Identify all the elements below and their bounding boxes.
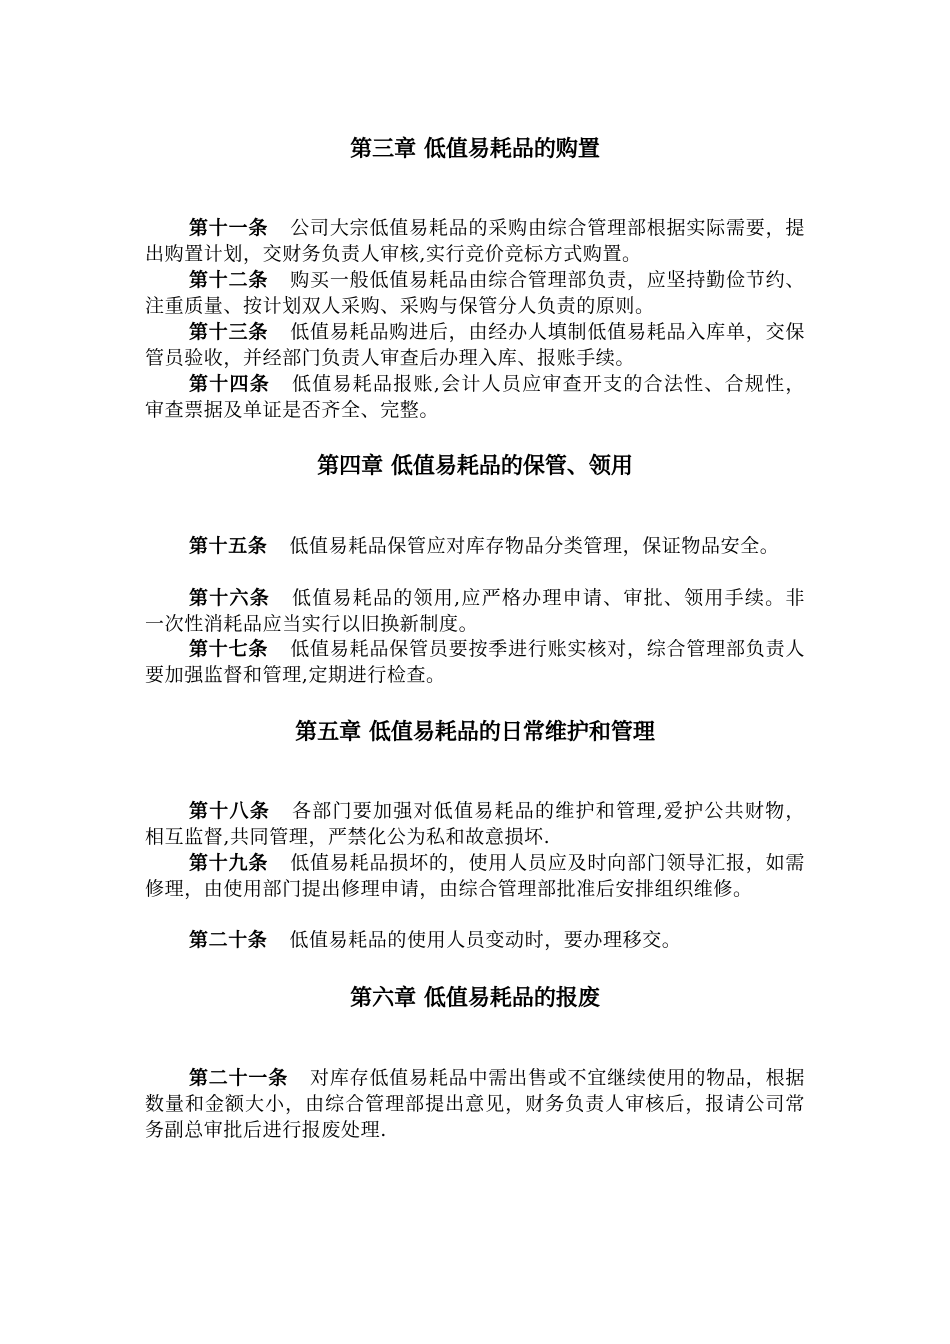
chapter-5-title: 第五章 低值易耗品的日常维护和管理 xyxy=(295,720,655,745)
article-12 xyxy=(145,267,805,319)
article-number: 第十七条 xyxy=(189,638,269,660)
article-21 xyxy=(145,1065,805,1143)
article-14 xyxy=(145,371,805,423)
article-number: 第十一条 xyxy=(189,217,269,239)
article-15 xyxy=(145,533,805,559)
article-number: 第十二条 xyxy=(189,269,269,291)
article-text: 低值易耗品损坏的，使用人员应及时向部门领导汇报，如需修理，由使用部门提出修理申请，由综合管理部批准后安排组织维修。 xyxy=(145,852,805,900)
article-text: 对库存低值易耗品中需出售或不宜继续使用的物品，根据数量和金额大小，由综合管理部提出意见，财务负责人审核后，报请公司常务副总审批后进行报废处理. xyxy=(145,1067,805,1141)
chapter-4-title: 第四章 低值易耗品的保管、领用 xyxy=(317,454,633,479)
article-number: 第十六条 xyxy=(189,587,271,609)
article-number: 第十八条 xyxy=(189,800,271,822)
article-number: 第十三条 xyxy=(189,321,269,343)
article-number: 第十五条 xyxy=(189,535,268,557)
article-number: 第二十条 xyxy=(189,929,268,951)
chapter-6-title: 第六章 低值易耗品的报废 xyxy=(350,986,600,1011)
article-text: 低值易耗品的领用,应严格办理申请、审批、领用手续。非一次性消耗品应当实行以旧换新制度。 xyxy=(145,587,805,635)
article-text: 低值易耗品购进后，由经办人填制低值易耗品入库单，交保管员验收，并经部门负责人审查后办理入库、报账手续。 xyxy=(145,321,805,369)
article-13 xyxy=(145,319,805,371)
article-text: 低值易耗品报账,会计人员应审查开支的合法性、合规性，审查票据及单证是否齐全、完整。 xyxy=(145,373,805,421)
article-17 xyxy=(145,636,805,688)
article-20 xyxy=(145,927,805,953)
article-text: 购买一般低值易耗品由综合管理部负责，应坚持勤俭节约、注重质量、按计划双人采购、采购与保管分人负责的原则。 xyxy=(145,269,805,317)
article-number: 第二十一条 xyxy=(189,1067,289,1089)
article-number: 第十九条 xyxy=(189,852,269,874)
article-text: 公司大宗低值易耗品的采购由综合管理部根据实际需要，提出购置计划，交财务负责人审核,实行竞价竞标方式购置。 xyxy=(145,217,805,265)
article-18 xyxy=(145,798,805,850)
article-text: 低值易耗品保管应对库存物品分类管理，保证物品安全。 xyxy=(289,535,780,557)
article-text: 各部门要加强对低值易耗品的维护和管理,爱护公共财物，相互监督,共同管理，严禁化公为私和故意损坏. xyxy=(145,800,805,848)
article-text: 低值易耗品保管员要按季进行账实核对，综合管理部负责人要加强监督和管理,定期进行检查。 xyxy=(145,638,805,686)
article-text: 低值易耗品的使用人员变动时，要办理移交。 xyxy=(289,929,682,951)
article-11 xyxy=(145,215,805,267)
article-19 xyxy=(145,850,805,902)
chapter-3-title: 第三章 低值易耗品的购置 xyxy=(350,137,600,162)
article-16 xyxy=(145,585,805,637)
article-number: 第十四条 xyxy=(189,373,271,395)
